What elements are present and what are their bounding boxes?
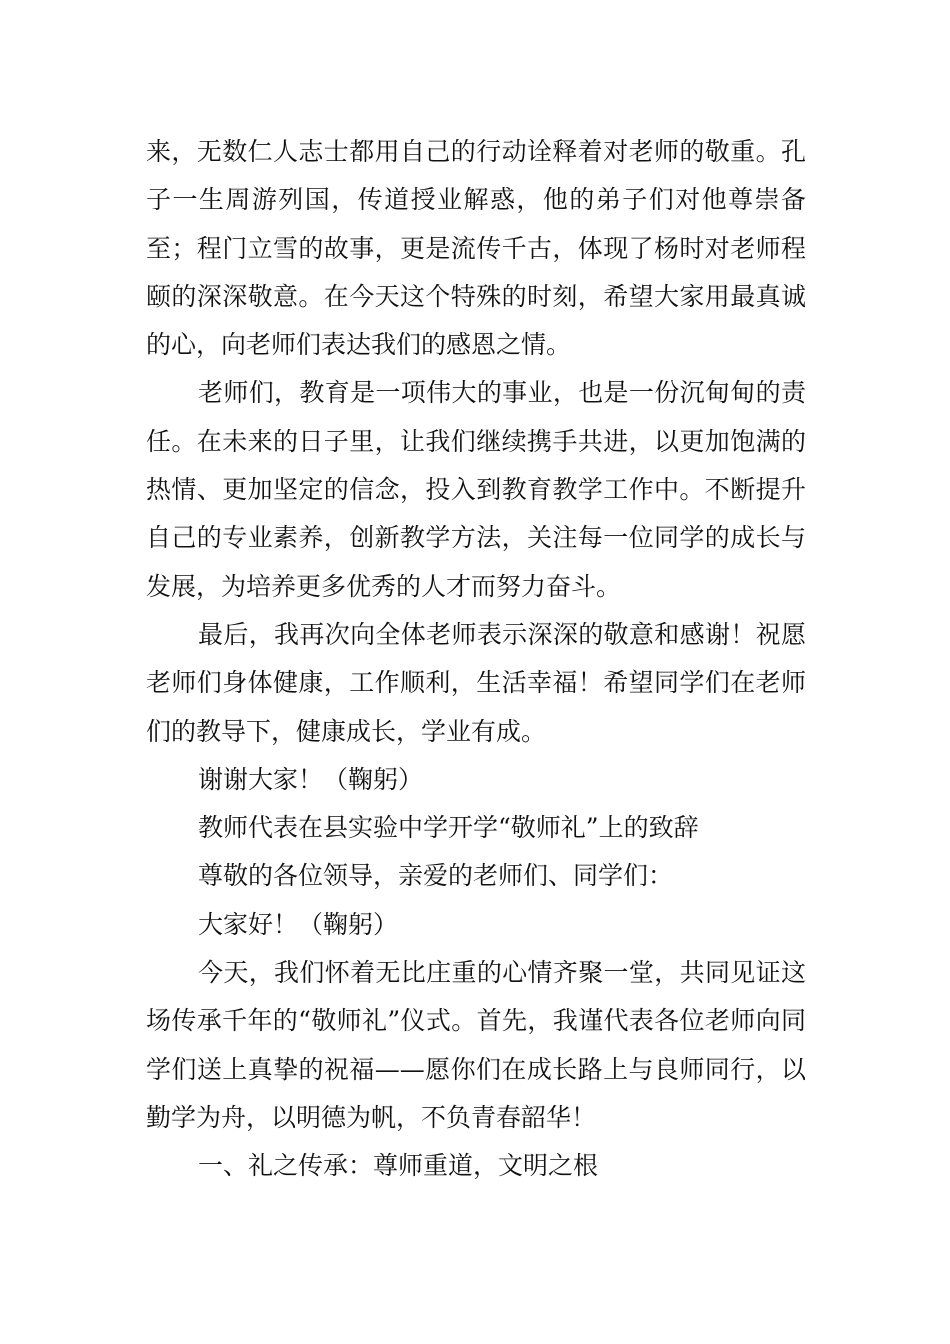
paragraph-opening: 今天，我们怀着无比庄重的心情齐聚一堂，共同见证这场传承千年的“敬师礼”仪式。首先，我谨代表各位老师向同学们送上真挚的祝福——愿你们在成长路上与良师同行，以勤学为舟，以明德为帆，不负青春韶华！ — [146, 958, 806, 1132]
document-body — [146, 128, 806, 1191]
paragraph-3: 最后，我再次向全体老师表示深深的敬意和感谢！祝愿老师们身体健康，工作顺利，生活幸福！希望同学们在老师们的教导下，健康成长，学业有成。 — [146, 619, 806, 746]
paragraph-thanks: 谢谢大家！（鞠躬） — [198, 764, 424, 794]
paragraph-1: 来，无数仁人志士都用自己的行动诠释着对老师的敬重。孔子一生周游列国，传道授业解惑，他的弟子们对他尊崇备至；程门立雪的故事，更是流传千古，体现了杨时对老师程颐的深深敬意。在今天这个特殊的时刻，希望大家用最真诚的心，向老师们表达我们的感恩之情。 — [146, 137, 806, 360]
paragraph-2: 老师们，教育是一项伟大的事业，也是一份沉甸甸的责任。在未来的日子里，让我们继续携手共进，以更加饱满的热情、更加坚定的信念，投入到教育教学工作中。不断提升自己的专业素养，创新教学方法，关注每一位同学的成长与发展，为培养更多优秀的人才而努力奋斗。 — [146, 378, 806, 601]
section-heading-1: 一、礼之传承：尊师重道，文明之根 — [198, 1151, 599, 1181]
greeting: 大家好！（鞠躬） — [198, 909, 399, 939]
salutation: 尊敬的各位领导，亲爱的老师们、同学们： — [198, 861, 674, 891]
speech-title: 教师代表在县实验中学开学“敬师礼”上的致辞 — [198, 813, 699, 843]
